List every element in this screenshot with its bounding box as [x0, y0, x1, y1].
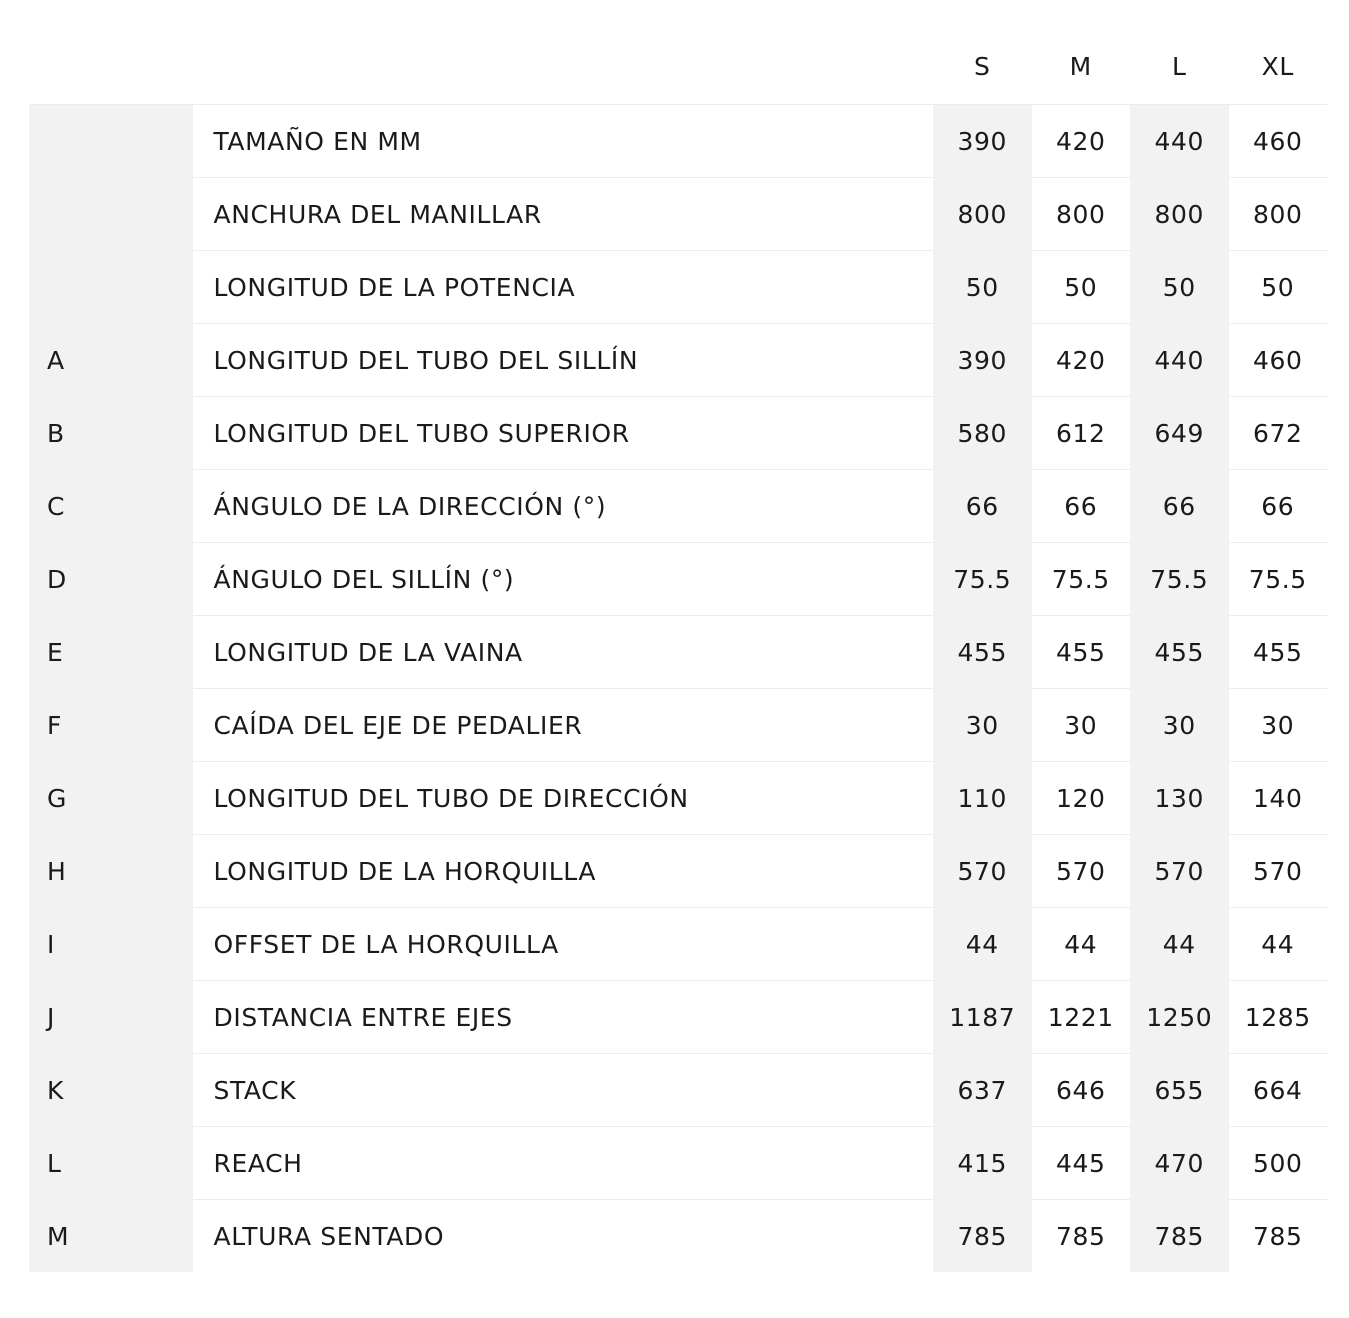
table-row [29, 908, 1327, 981]
value-cell-l: 30 [1130, 689, 1229, 762]
table-row [29, 178, 1327, 251]
value-cell-m: 785 [1055, 1221, 1106, 1251]
value-cell-xl: 140 [1229, 762, 1328, 835]
value-cell-m: 44 [1032, 908, 1131, 981]
row-letter [29, 178, 193, 251]
value-cell-l: 50 [1130, 251, 1229, 324]
value-cell-xl: 75.5 [1229, 543, 1328, 616]
value-cell-m: 50 [1032, 251, 1131, 324]
row-letter: L [29, 1127, 193, 1200]
row-letter: B [29, 397, 193, 470]
value-cell-s: 570 [933, 835, 1032, 908]
value-cell-m: 455 [1032, 616, 1131, 689]
size-header-s: S [933, 28, 1032, 105]
value-cell-m: 570 [1032, 835, 1131, 908]
row-letter: I [29, 908, 193, 981]
value-cell-m: 75.5 [1032, 543, 1131, 616]
table-row [29, 1127, 1327, 1200]
row-label: LONGITUD DE LA POTENCIA [193, 251, 933, 324]
value-cell-xl: 460 [1229, 105, 1328, 178]
value-cell-l: 44 [1130, 908, 1229, 981]
value-cell-m: 1221 [1032, 981, 1131, 1054]
value-cell-xl: 66 [1229, 470, 1328, 543]
size-header-row [29, 28, 1327, 105]
row-letter: C [29, 470, 193, 543]
value-cell-s: 580 [933, 397, 1032, 470]
row-label: LONGITUD DE LA VAINA [193, 616, 933, 689]
value-cell-xl: 800 [1229, 178, 1328, 251]
row-letter: H [29, 835, 193, 908]
table-row [29, 470, 1327, 543]
row-letter: M [29, 1200, 193, 1273]
value-cell-s: 415 [933, 1127, 1032, 1200]
value-cell-xl: 44 [1229, 908, 1328, 981]
value-cell-s: 800 [933, 178, 1032, 251]
value-cell-l: 649 [1130, 397, 1229, 470]
row-letter: G [29, 762, 193, 835]
value-cell-l: 440 [1130, 105, 1229, 178]
value-cell-s: 637 [933, 1054, 1032, 1127]
table-row [29, 105, 1327, 178]
value-cell-s: 50 [933, 251, 1032, 324]
value-cell-xl: 455 [1229, 616, 1328, 689]
value-cell-l: 455 [1130, 616, 1229, 689]
size-header-l: L [1130, 28, 1229, 105]
row-letter: E [29, 616, 193, 689]
value-cell-m: 120 [1032, 762, 1131, 835]
value-cell-l: 655 [1130, 1054, 1229, 1127]
value-cell-s: 110 [933, 762, 1032, 835]
row-letter [29, 251, 193, 324]
value-cell-l: 1250 [1130, 981, 1229, 1054]
row-label: DISTANCIA ENTRE EJES [193, 981, 933, 1054]
row-letter: F [29, 689, 193, 762]
value-cell-xl: 672 [1229, 397, 1328, 470]
row-label: OFFSET DE LA HORQUILLA [193, 908, 933, 981]
value-cell-s: 785 [933, 1200, 1032, 1273]
value-cell-l: 570 [1130, 835, 1229, 908]
table-row [29, 397, 1327, 470]
value-cell-s: 75.5 [933, 543, 1032, 616]
row-label: STACK [193, 1054, 933, 1127]
value-cell-s: 1187 [933, 981, 1032, 1054]
value-cell-xl: 570 [1229, 835, 1328, 908]
value-cell-s: 455 [933, 616, 1032, 689]
value-cell-m: 420 [1032, 324, 1131, 397]
value-cell-s: 44 [933, 908, 1032, 981]
value-cell-xl: 460 [1229, 324, 1328, 397]
table-row [29, 981, 1327, 1054]
row-letter: D [29, 543, 193, 616]
value-cell-l: 66 [1130, 470, 1229, 543]
value-cell-m: 30 [1032, 689, 1131, 762]
value-cell-m: 646 [1032, 1054, 1131, 1127]
value-cell-l: 470 [1130, 1127, 1229, 1200]
value-cell-xl: 785 [1252, 1221, 1303, 1251]
value-cell-m: 445 [1032, 1127, 1131, 1200]
value-cell-m: 800 [1032, 178, 1131, 251]
geometry-table-header [29, 28, 1327, 105]
value-cell-s: 30 [933, 689, 1032, 762]
value-cell-l: 75.5 [1130, 543, 1229, 616]
row-letter [29, 105, 193, 178]
value-cell-xl: 664 [1229, 1054, 1328, 1127]
row-label: ANCHURA DEL MANILLAR [193, 178, 933, 251]
value-cell-l: 130 [1130, 762, 1229, 835]
row-label: ALTURA SENTADO [193, 1200, 933, 1273]
table-row [29, 543, 1327, 616]
value-cell-l: 440 [1130, 324, 1229, 397]
value-cell-xl: 50 [1229, 251, 1328, 324]
table-row [29, 616, 1327, 689]
header-letter-cell [29, 28, 193, 105]
geometry-table [29, 28, 1327, 1272]
table-row [29, 324, 1327, 397]
row-label: LONGITUD DEL TUBO DE DIRECCIÓN [193, 762, 933, 835]
row-label: ÁNGULO DE LA DIRECCIÓN (°) [193, 470, 933, 543]
table-row [29, 1200, 1327, 1273]
value-cell-m: 66 [1032, 470, 1131, 543]
row-letter: K [29, 1054, 193, 1127]
row-letter: J [29, 981, 193, 1054]
row-label: REACH [193, 1127, 933, 1200]
row-label: LONGITUD DE LA HORQUILLA [193, 835, 933, 908]
row-letter: A [29, 324, 193, 397]
table-row [29, 762, 1327, 835]
table-row [29, 835, 1327, 908]
geometry-table-body [29, 105, 1327, 1273]
table-row [29, 689, 1327, 762]
value-cell-l: 785 [1130, 1200, 1229, 1273]
value-cell-s: 66 [933, 470, 1032, 543]
value-cell-xl: 500 [1229, 1127, 1328, 1200]
value-cell-l: 800 [1130, 178, 1229, 251]
size-header-xl: XL [1229, 28, 1328, 105]
size-header-m: M [1032, 28, 1131, 105]
value-cell-xl: 30 [1229, 689, 1328, 762]
row-label: CAÍDA DEL EJE DE PEDALIER [193, 689, 933, 762]
row-label: LONGITUD DEL TUBO SUPERIOR [193, 397, 933, 470]
row-label: TAMAÑO EN MM [193, 105, 933, 178]
table-row [29, 251, 1327, 324]
value-cell-xl: 1285 [1229, 981, 1328, 1054]
value-cell-s: 390 [933, 324, 1032, 397]
value-cell-m: 420 [1032, 105, 1131, 178]
value-cell-s: 390 [933, 105, 1032, 178]
row-label: LONGITUD DEL TUBO DEL SILLÍN [193, 324, 933, 397]
row-label: ÁNGULO DEL SILLÍN (°) [193, 543, 933, 616]
value-cell-m: 612 [1032, 397, 1131, 470]
header-label-cell [193, 28, 933, 105]
table-row [29, 1054, 1327, 1127]
